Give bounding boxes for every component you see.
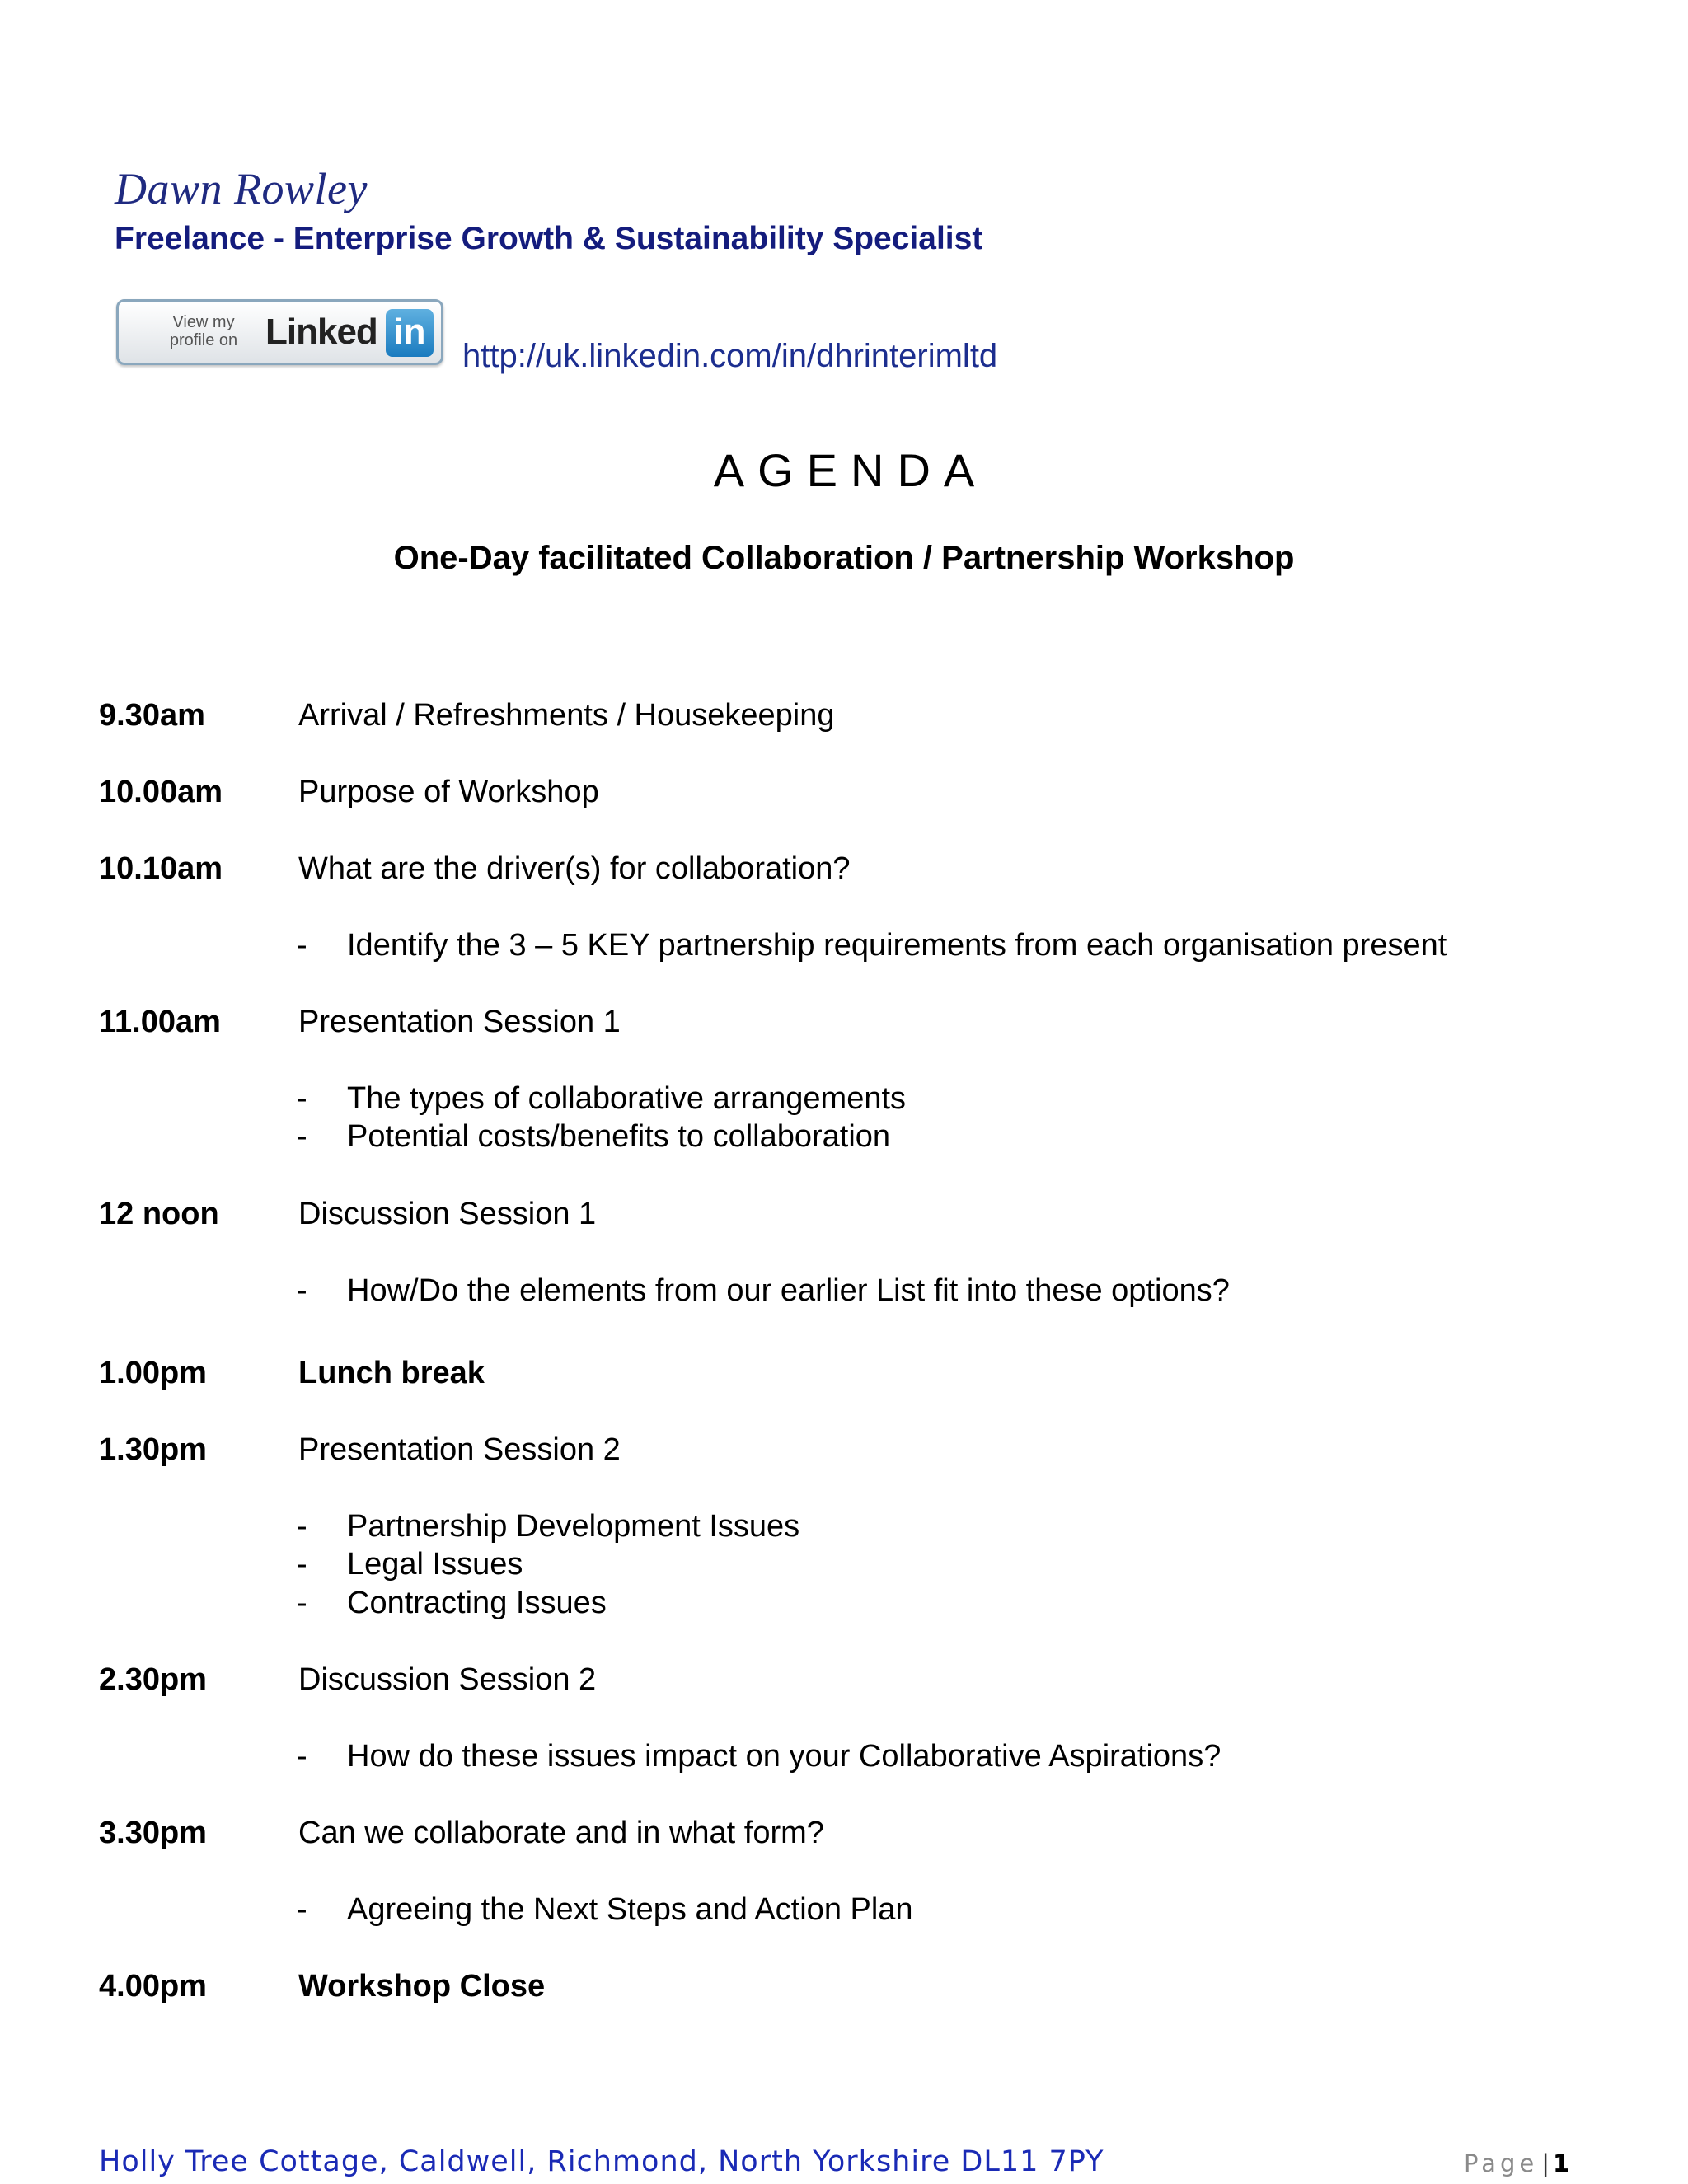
agenda-row: [0, 1005, 1688, 1046]
agenda-subitem: [0, 1547, 1688, 1588]
agenda-subitem: [0, 1273, 1688, 1315]
agenda-row: [0, 1356, 1688, 1397]
linkedin-wordmark: Linked: [265, 312, 377, 352]
workshop-subtitle: One-Day facilitated Collaboration / Partnership Workshop: [393, 540, 1295, 576]
agenda-row: [0, 775, 1688, 816]
agenda-heading: AGENDA: [713, 444, 988, 496]
agenda-activity: Arrival / Refreshments / Housekeeping: [298, 698, 835, 733]
agenda-time: 1.00pm: [99, 1356, 207, 1390]
bullet-dash: -: [297, 1119, 307, 1154]
agenda-subitem-text: The types of collaborative arrangements: [347, 1081, 907, 1116]
agenda-subitem-text: Agreeing the Next Steps and Action Plan: [347, 1892, 913, 1927]
agenda-time: 3.30pm: [99, 1816, 207, 1850]
agenda-activity: Lunch break: [298, 1356, 485, 1390]
agenda-row: [0, 1816, 1688, 1857]
agenda-row: [0, 851, 1688, 893]
bullet-dash: -: [297, 1892, 307, 1927]
badge-caption-line-2: profile on: [169, 331, 238, 349]
agenda-subitem: [0, 1586, 1688, 1627]
agenda-subitem-text: Partnership Development Issues: [347, 1509, 800, 1544]
agenda-activity: Discussion Session 2: [298, 1662, 597, 1697]
agenda-row: [0, 698, 1688, 739]
agenda-time: 4.00pm: [99, 1969, 207, 2004]
agenda-activity: Purpose of Workshop: [298, 775, 599, 809]
agenda-subitem-text: How/Do the elements from our earlier List fit into these options?: [347, 1273, 1230, 1308]
linkedin-in-icon: in: [386, 309, 434, 357]
bullet-dash: -: [297, 1509, 307, 1544]
agenda-subitem: [0, 1119, 1688, 1160]
bullet-dash: -: [297, 1273, 307, 1308]
agenda-time: 10.10am: [99, 851, 223, 886]
page-indicator: [1464, 2149, 1569, 2177]
author-title: Freelance - Enterprise Growth & Sustainability Specialist: [115, 221, 983, 256]
agenda-subitem-text: Potential costs/benefits to collaboration: [347, 1119, 891, 1154]
agenda-activity: Presentation Session 2: [298, 1432, 621, 1467]
agenda-row: [0, 1432, 1688, 1474]
agenda-activity: Discussion Session 1: [298, 1197, 597, 1231]
agenda-activity: What are the driver(s) for collaboration?: [298, 851, 851, 886]
agenda-row: [0, 1197, 1688, 1238]
agenda-row: [0, 1662, 1688, 1704]
bullet-dash: -: [297, 1081, 307, 1116]
agenda-time: 10.00am: [99, 775, 223, 809]
agenda-time: 2.30pm: [99, 1662, 207, 1697]
badge-caption: [158, 313, 249, 349]
badge-caption-line-1: View my: [172, 313, 235, 331]
footer-address: Holly Tree Cottage, Caldwell, Richmond, North Yorkshire DL11 7PY: [99, 2145, 1104, 2178]
agenda-time: 1.30pm: [99, 1432, 207, 1467]
agenda-time: 11.00am: [99, 1005, 221, 1039]
agenda-activity: Workshop Close: [298, 1969, 546, 2004]
agenda-row: [0, 1969, 1688, 2010]
agenda-time: 9.30am: [99, 698, 205, 733]
bullet-dash: -: [297, 1547, 307, 1582]
bullet-dash: -: [297, 928, 307, 963]
agenda-subitem: [0, 1739, 1688, 1780]
author-name: Dawn Rowley: [115, 164, 368, 213]
agenda-activity: Presentation Session 1: [298, 1005, 621, 1039]
agenda-subitem-text: Identify the 3 – 5 KEY partnership requirements from each organisation present: [347, 928, 1447, 963]
agenda-subitem-text: Legal Issues: [347, 1547, 523, 1582]
linkedin-profile-badge[interactable]: [116, 299, 443, 365]
agenda-subitem: [0, 928, 1688, 969]
agenda-time: 12 noon: [99, 1197, 219, 1231]
page-label: Page: [1464, 2149, 1539, 2177]
bullet-dash: -: [297, 1739, 307, 1774]
agenda-subitem: [0, 1509, 1688, 1550]
agenda-subitem-text: How do these issues impact on your Collaborative Aspirations?: [347, 1739, 1221, 1774]
bullet-dash: -: [297, 1586, 307, 1620]
agenda-subitem: [0, 1892, 1688, 1933]
agenda-activity: Can we collaborate and in what form?: [298, 1816, 824, 1850]
agenda-subitem: [0, 1081, 1688, 1122]
profile-url-link[interactable]: http://uk.linkedin.com/in/dhrinterimltd: [462, 338, 998, 374]
page-number: 1: [1553, 2149, 1570, 2177]
agenda-subitem-text: Contracting Issues: [347, 1586, 607, 1620]
page-separator: |: [1541, 2149, 1550, 2177]
